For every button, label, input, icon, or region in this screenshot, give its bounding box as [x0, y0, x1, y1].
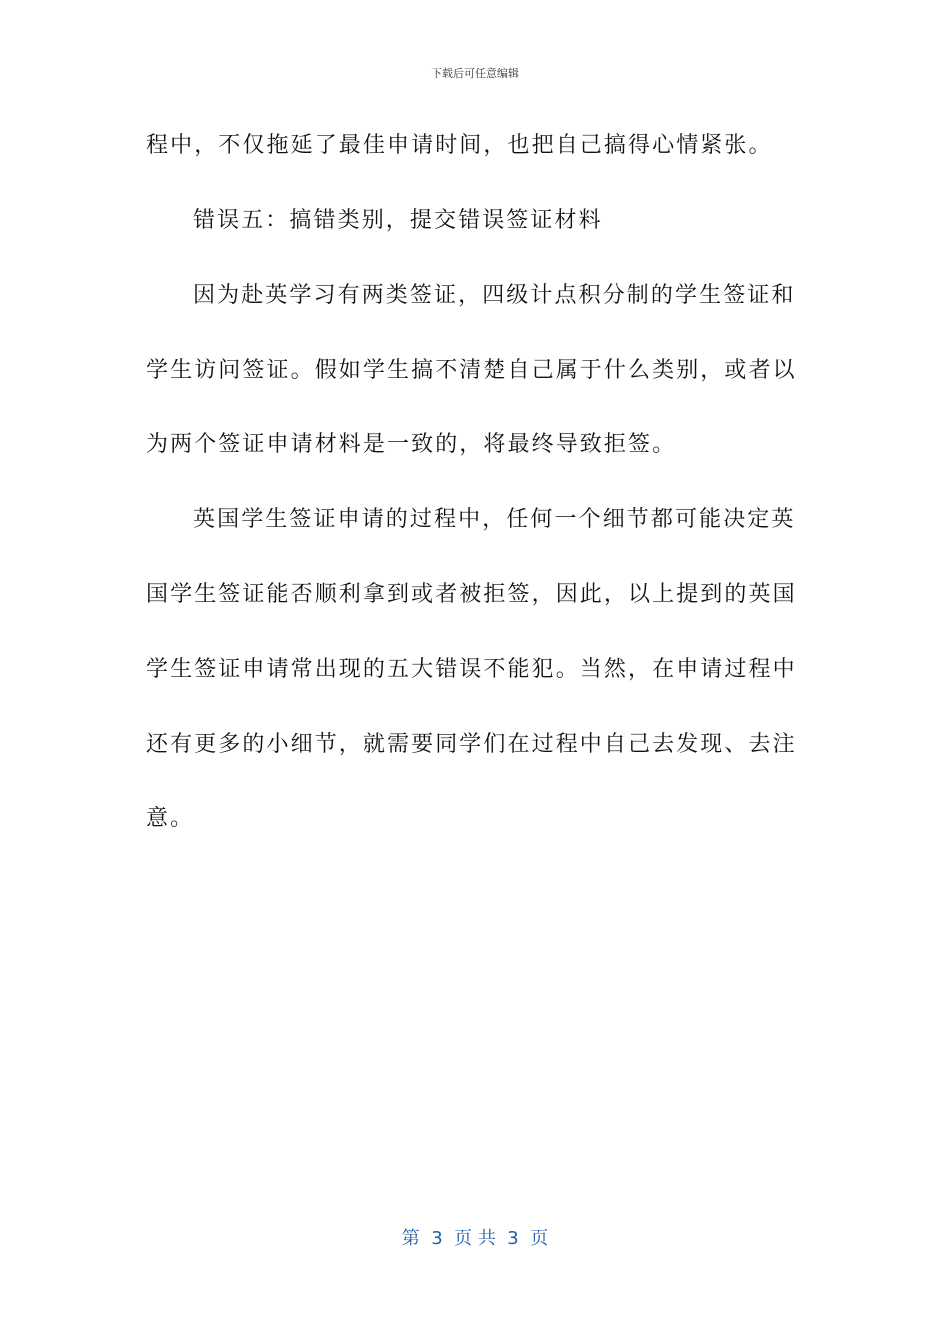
page-number-footer: 第 3 页 共 3 页 [401, 1228, 549, 1249]
paragraph-line: 为两个签证申请材料是一致的，将最终导致拒签。 [146, 432, 677, 457]
section-heading: 错误五：搞错类别，提交错误签证材料 [193, 208, 603, 233]
paragraph-line: 因为赴英学习有两类签证，四级计点积分制的学生签证和 [193, 283, 796, 308]
paragraph-line: 英国学生签证申请的过程中，任何一个细节都可能决定英 [193, 507, 796, 532]
paragraph-line: 还有更多的小细节，就需要同学们在过程中自己去发现、去注 [146, 732, 797, 757]
paragraph-line: 学生访问签证。假如学生搞不清楚自己属于什么类别，或者以 [146, 358, 797, 383]
paragraph-line: 国学生签证能否顺利拿到或者被拒签，因此，以上提到的英国 [146, 582, 797, 607]
paragraph-line: 意。 [146, 806, 195, 831]
page-header-note: 下载后可任意编辑 [431, 67, 519, 80]
paragraph-line: 程中，不仅拖延了最佳申请时间，也把自己搞得心情紧张。 [146, 133, 773, 158]
paragraph-line: 学生签证申请常出现的五大错误不能犯。当然，在申请过程中 [146, 657, 797, 682]
